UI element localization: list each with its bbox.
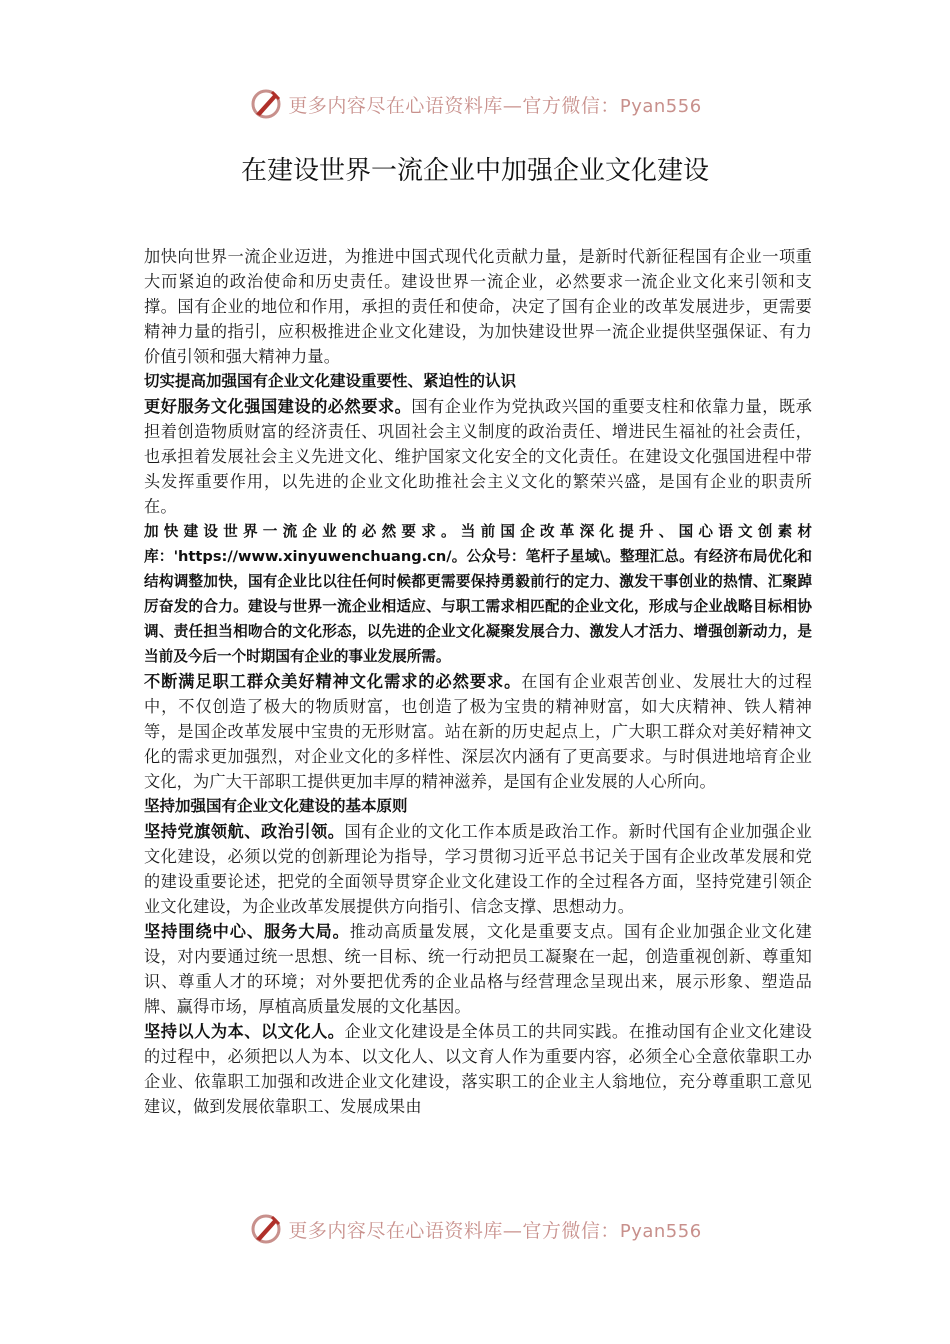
paragraph-2-1	[144, 819, 812, 919]
section-heading-1: 切实提高加强国有企业文化建设重要性、紧迫性的认识	[144, 372, 517, 390]
banner-text: 更多内容尽在心语资料库—官方微信：Pyan556	[288, 1219, 702, 1242]
brush-logo-icon	[248, 86, 284, 122]
paragraph-lead: 坚持围绕中心、服务大局。	[144, 922, 350, 941]
paragraph-2-2	[144, 919, 812, 1019]
banner-wechat: Pyan556	[619, 95, 702, 117]
paragraph-lead: 不断满足职工群众美好精神文化需求的必然要求。	[144, 672, 522, 691]
paragraph-1-3	[144, 669, 812, 794]
paragraph-2-3	[144, 1019, 812, 1119]
paragraph-lead: 坚持党旗领航、政治引领。	[144, 822, 345, 841]
paragraph-body: 推动高质量发展，文化是重要支点。国有企业加强企业文化建设，对内要通过统一思想、统一目标、统一行动把员工凝聚在一起，创造重视创新、尊重知识、尊重人才的环境；对外要把优秀的企业品格与经营理念呈现出来，展示形象、塑造品牌、赢得市场，厚植高质量发展的文化基因。	[144, 922, 812, 1016]
section-heading-2: 坚持加强国有企业文化建设的基本原则	[144, 797, 408, 815]
banner-text: 更多内容尽在心语资料库—官方微信：Pyan556	[288, 94, 702, 117]
paragraph-body: 在国有企业艰苦创业、发展壮大的过程中，不仅创造了极大的物质财富，也创造了极为宝贵的精神财富，如大庆精神、铁人精神等，是国企改革发展中宝贵的无形财富。站在新的历史起点上，广大职工群众对美好精神文化的需求更加强烈，对企业文化的多样性、深层次内涵有了更高要求。与时俱进地培育企业文化，为广大干部职工提供更加丰厚的精神滋养，是国有企业发展的人心所向。	[144, 672, 812, 791]
article-body	[144, 244, 812, 1119]
paragraph-body: 企业文化建设是全体员工的共同实践。在推动国有企业文化建设的过程中，必须把以人为本、以文化人、以文育人作为重要内容，必须全心全意依靠职工办企业、依靠职工加强和改进企业文化建设，落实职工的企业主人翁地位，充分尊重职工意见建议，做到发展依靠职工、发展成果由	[144, 1022, 812, 1116]
banner-wechat: Pyan556	[619, 1220, 702, 1242]
paragraph-1-2: 加快建设世界一流企业的必然要求。当前国企改革深化提升、国心语文创素材库：'https://www.xinyuwenchuang.cn/。公众号：笔杆子星域\。整理汇总。有经济布局优化和结构调整加快，国有企业比以往任何时候都更需要保持勇毅前行的定力、激发干事创业的热情、汇聚踔厉奋发的合力。建设与世界一流企业相适应、与职工需求相匹配的企业文化，形成与企业战略目标相协调、责任担当相吻合的文化形态，以先进的企业文化凝聚发展合力、激发人才活力、增强创新动力，是当前及今后一个时期国有企业的事业发展所需。	[144, 523, 812, 665]
paragraph-body: 国有企业作为党执政兴国的重要支柱和依靠力量，既承担着创造物质财富的经济责任、巩固社会主义制度的政治责任、增进民生福祉的社会责任，也承担着发展社会主义先进文化、维护国家文化安全的文化责任。在建设文化强国进程中带头发挥重要作用，以先进的企业文化助推社会主义文化的繁荣兴盛，是国有企业的职责所在。	[144, 397, 812, 516]
footer-banner	[0, 1209, 950, 1249]
page-title: 在建设世界一流企业中加强企业文化建设	[240, 156, 709, 186]
paragraph-body: 国有企业的文化工作本质是政治工作。新时代国有企业加强企业文化建设，必须以党的创新理论为指导，学习贯彻习近平总书记关于国有企业改革发展和党的建设重要论述，把党的全面领导贯穿企业文化建设工作的全过程各方面，坚持党建引领企业文化建设，为企业改革发展提供方向指引、信念支撑、思想动力。	[144, 822, 812, 916]
intro-paragraph: 加快向世界一流企业迈进，为推进中国式现代化贡献力量，是新时代新征程国有企业一项重大而紧迫的政治使命和历史责任。建设世界一流企业，必然要求一流企业文化来引领和支撑。国有企业的地位和作用，承担的责任和使命，决定了国有企业的改革发展进步，更需要精神力量的指引，应积极推进企业文化建设，为加快建设世界一流企业提供坚强保证、有力价值引领和强大精神力量。	[144, 247, 812, 366]
header-banner	[0, 84, 950, 124]
paragraph-lead: 坚持以人为本、以文化人。	[144, 1022, 345, 1041]
paragraph-lead: 更好服务文化强国建设的必然要求。	[144, 397, 412, 416]
paragraph-1-1	[144, 394, 812, 519]
brush-logo-icon	[248, 1211, 284, 1247]
